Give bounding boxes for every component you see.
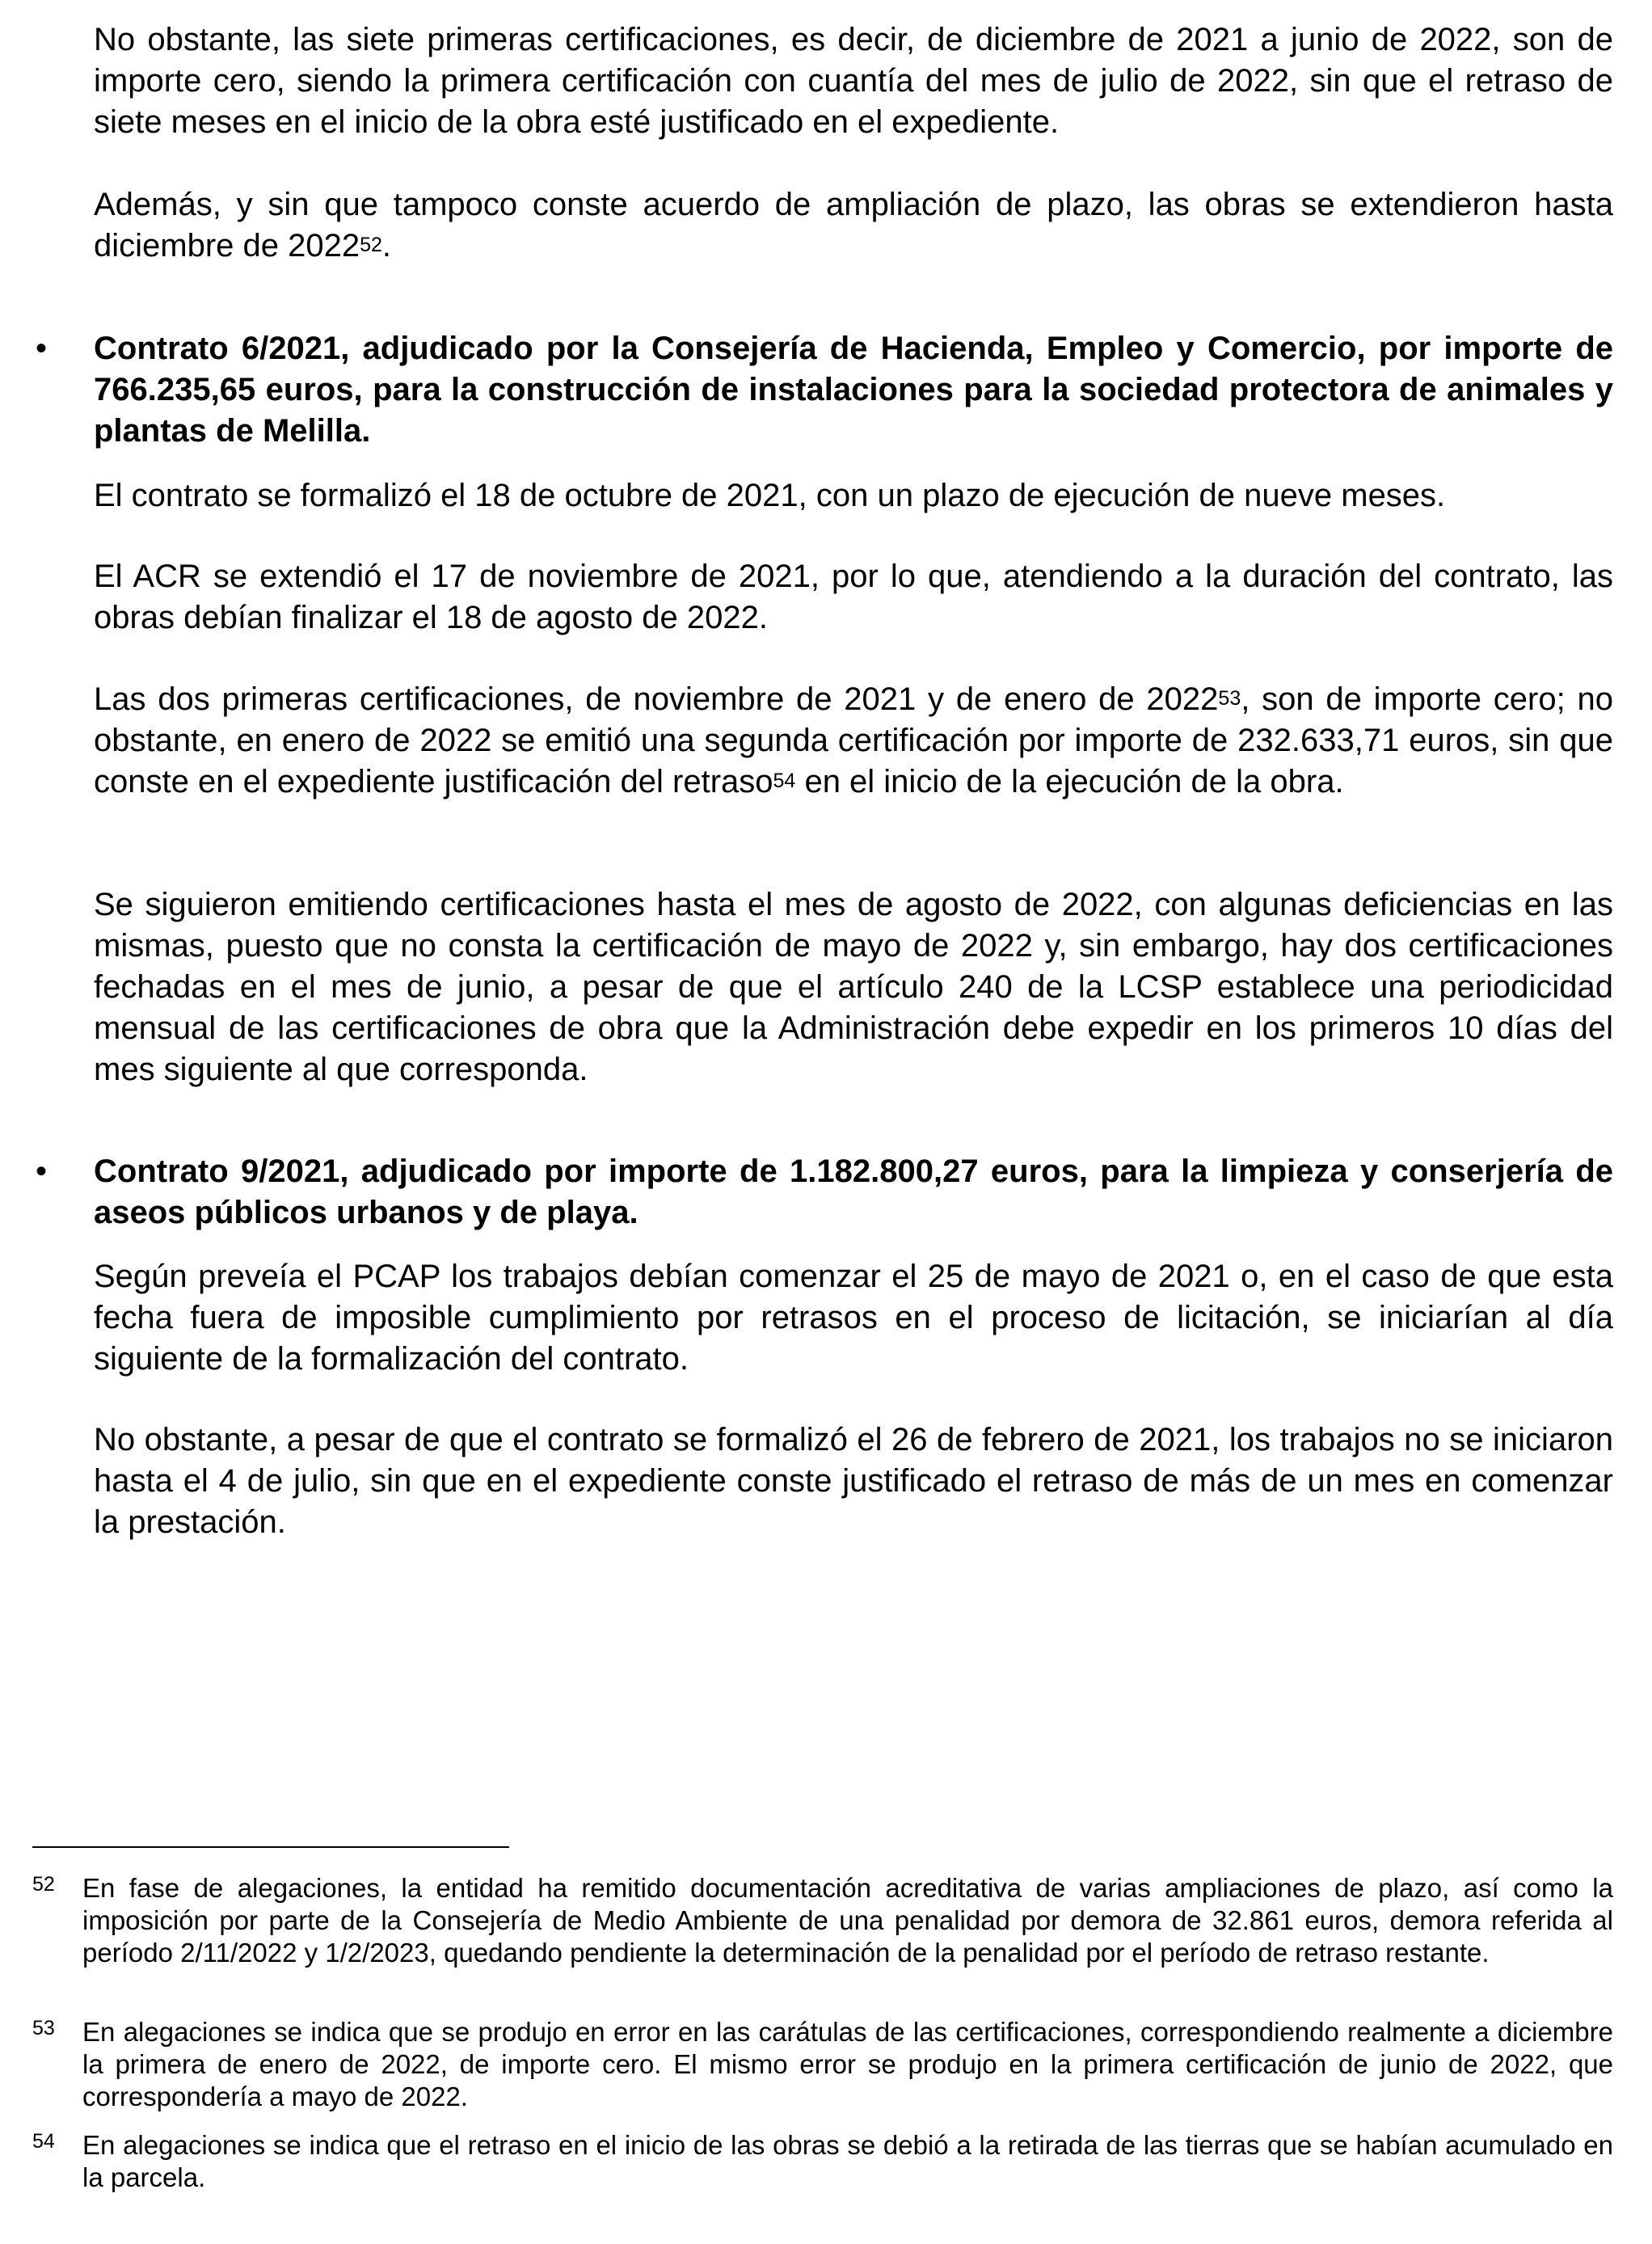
footnote-number: 54 <box>32 2130 55 2153</box>
paragraph-text: , son de importe cero; no obstante, en enero de 2022 se emitió una segunda certificación por importe de 232.633,71 euros, sin que conste en el expediente justificación del retraso <box>94 681 1613 799</box>
footnote-ref-54[interactable]: 54 <box>773 770 796 792</box>
contract-6-paragraph-1 <box>94 475 1613 517</box>
contract-9-item <box>36 1151 1613 1234</box>
contract-6-heading: Contrato 6/2021, adjudicado por la Consejería de Hacienda, Empleo y Comercio, por importe de 766.235,65 euros, para la construcción de instalaciones para la sociedad protectora de animales y plantas de Melilla. <box>94 331 1613 449</box>
paragraph-text: Se siguieron emitiendo certificaciones hasta el mes de agosto de 2022, con algunas deficiencias en las mismas, puesto que no consta la certificación de mayo de 2022 y, sin embargo, hay dos certificaciones fechadas en el mes de junio, a pesar de que el artículo 240 de la LCSP establece una periodicidad mensual de las certificaciones de obra que la Administración debe expedir en los primeros 10 días del mes siguiente al que corresponda. <box>94 887 1613 1087</box>
contract-9-paragraph-1 <box>94 1256 1613 1380</box>
bullet-icon: • <box>36 1154 48 1189</box>
contract-9-paragraph-2 <box>94 1419 1613 1543</box>
paragraph-text: Según preveía el PCAP los trabajos debían comenzar el 25 de mayo de 2021 o, en el caso de que esta fecha fuera de imposible cumplimiento por retrasos en el proceso de licitación, se iniciarían al día siguiente de la formalización del contrato. <box>94 1259 1613 1377</box>
paragraph-text: No obstante, a pesar de que el contrato se formalizó el 26 de febrero de 2021, los trabajos no se iniciaron hasta el 4 de julio, sin que en el expediente conste justificado el retraso de más de un mes en comenzar la prestación. <box>94 1422 1613 1540</box>
intro-paragraph-2 <box>94 184 1613 267</box>
contract-6-paragraph-3 <box>94 679 1613 803</box>
footnote-52 <box>32 1872 1613 1969</box>
contract-6-paragraph-2 <box>94 556 1613 639</box>
contract-6-item <box>36 328 1613 452</box>
contract-6-paragraph-4 <box>94 884 1613 1090</box>
footnote-54 <box>32 2129 1613 2194</box>
bullet-icon: • <box>36 331 48 366</box>
paragraph-end: . <box>381 228 392 264</box>
contract-9-heading: Contrato 9/2021, adjudicado por importe de 1.182.800,27 euros, para la limpieza y conserjería de aseos públicos urbanos y de playa. <box>94 1154 1613 1230</box>
footnote-text: En alegaciones se indica que se produjo en error en las carátulas de las certificaciones, correspondiendo realmente a diciembre la primera de enero de 2022, de importe cero. El mismo error se produjo en la primera certificación de junio de 2022, que correspondería a mayo de 2022. <box>82 2017 1613 2111</box>
paragraph-text: El contrato se formalizó el 18 de octubre de 2021, con un plazo de ejecución de nueve meses. <box>94 478 1446 513</box>
footnote-ref-53[interactable]: 53 <box>1218 687 1241 710</box>
paragraph-text: Las dos primeras certificaciones, de noviembre de 2021 y de enero de 2022 <box>94 681 1219 717</box>
paragraph-text: Además, y sin que tampoco conste acuerdo de ampliación de plazo, las obras se extendieron hasta diciembre de 2022 <box>94 187 1613 264</box>
footnote-number: 53 <box>32 2017 55 2039</box>
footnote-ref-52[interactable]: 52 <box>360 234 382 256</box>
paragraph-text: en el inicio de la ejecución de la obra. <box>795 764 1344 799</box>
paragraph-text: No obstante, las siete primeras certificaciones, es decir, de diciembre de 2021 a junio de 2022, son de importe cero, siendo la primera certificación con cuantía del mes de julio de 2022, sin que el retraso de siete meses en el inicio de la obra esté justificado en el expediente. <box>94 22 1613 140</box>
footnote-text: En fase de alegaciones, la entidad ha remitido documentación acreditativa de varias ampliaciones de plazo, así como la imposición por parte de la Consejería de Medio Ambiente de una penalidad por demora de 32.861 euros, demora referida al período 2/11/2022 y 1/2/2023, quedando pendiente la determinación de la penalidad por el período de retraso restante. <box>82 1873 1613 1968</box>
footnote-divider <box>32 1846 509 1848</box>
footnote-text: En alegaciones se indica que el retraso en el inicio de las obras se debió a la retirada de las tierras que se habían acumulado en la parcela. <box>82 2130 1613 2192</box>
intro-paragraph-1 <box>94 19 1613 143</box>
paragraph-text: El ACR se extendió el 17 de noviembre de 2021, por lo que, atendiendo a la duración del contrato, las obras debían finalizar el 18 de agosto de 2022. <box>94 559 1613 635</box>
footnote-53 <box>32 2016 1613 2113</box>
footnote-number: 52 <box>32 1873 55 1896</box>
